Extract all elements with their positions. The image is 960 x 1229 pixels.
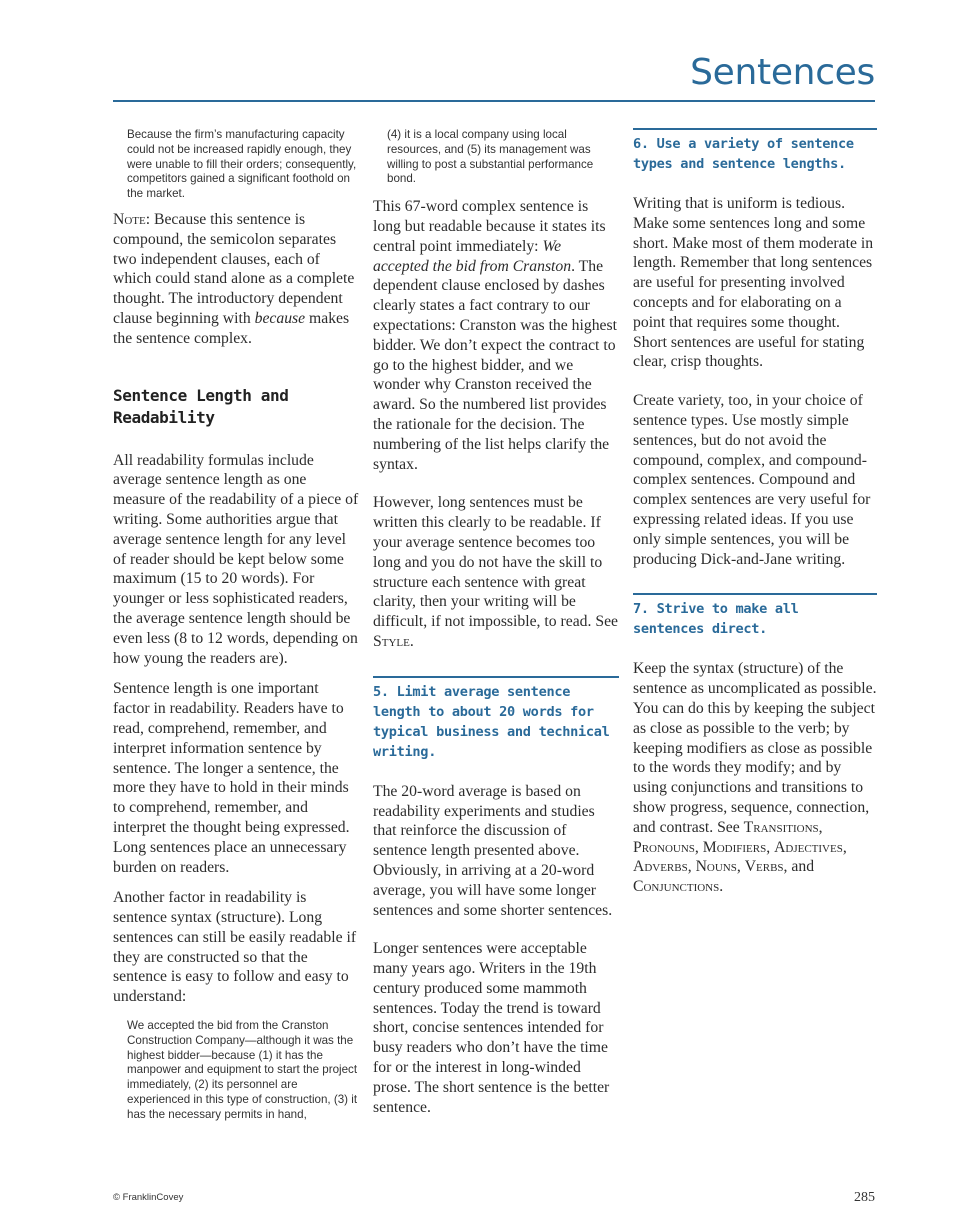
- column-1: [113, 128, 359, 1131]
- paragraph: Keep the syntax (structure) of the sentence as uncomplicated as possible. You can do this by keeping the subject as close as possible to the verb; by keeping modifiers as close as possible to the words they modify; and by using conjunctions and transitions to show progress, sequence, connection, and contrast. See Transitions, Pronouns, Modifiers, Adjectives, Adverbs, Nouns, Verbs, and Conjunctions.: [633, 660, 877, 896]
- rule-5: [373, 676, 619, 762]
- paragraph: Another factor in readability is sentence syntax (structure). Long sentences can still be easily readable if they are constructed so that the sentence is easy to follow and easy to understand:: [113, 889, 357, 1006]
- title-rule: [113, 100, 875, 102]
- note-label: Note: [113, 210, 146, 228]
- cross-reference: Adjectives: [774, 838, 843, 856]
- rule-heading: 5. Limit average sentence length to about 20 words for typical business and technical writing.: [373, 683, 610, 760]
- cross-reference: Transitions: [743, 818, 819, 836]
- cross-reference: Nouns: [695, 858, 737, 876]
- page-title: Sentences: [690, 52, 875, 93]
- paragraph: Create variety, too, in your choice of sentence types. Use mostly simple sentences, but do not avoid the compound, complex, and compound-complex sentences. Compound and complex sentences are very useful for expressing related ideas. If you use only simple sentences, you will be producing Dick-and-Jane writing.: [633, 392, 871, 568]
- text: .: [719, 878, 724, 896]
- note-emphasis: because: [254, 309, 306, 327]
- example-quote: We accepted the bid from the Cranston Construction Company—although it was the highest bidder—because (1) it has the manpower and equipment to start the project immediately, (2) its personnel are experienced in this type of construction, (3) it has the necessary permits in hand,: [127, 1019, 358, 1121]
- column-3: [633, 128, 877, 916]
- cross-reference: Pronouns: [633, 838, 695, 856]
- text: Keep the syntax (structure) of the sentence as uncomplicated as possible. You can do this by keeping the subject as close as possible to the verb; by keeping modifiers as close as possible to the words they modify; and by using conjunctions and transitions to show progress, sequence, connection, and contrast. See: [633, 660, 877, 836]
- paragraph: The 20-word average is based on readability experiments and studies that reinforce the discussion of sentence length presented above. Obviously, in arriving at a 20-word average, you will have some longer sentences and some shorter sentences.: [373, 782, 613, 919]
- paragraph: Longer sentences were acceptable many years ago. Writers in the 19th century produced some mammoth sentences. Today the trend is toward short, concise sentences intended for busy readers who don’t have the time for or the interest in long-winded prose. The short sentence is the better sentence.: [373, 940, 610, 1116]
- text: . The dependent clause enclosed by dashes clearly states a fact contrary to our expectations: Cranston was the highest bidder. We don’t expect the contract to go to the highest bidder, and we wonder why Cranston received the award. So the numbered list provides the rationale for the decision. The numbering of the list helps clarify the syntax.: [373, 257, 617, 473]
- column-2: [373, 128, 619, 1136]
- note-text-end: makes the sentence complex.: [113, 309, 350, 347]
- note-paragraph: [113, 210, 359, 349]
- rule-heading: 7. Strive to make all sentences direct.: [633, 601, 799, 638]
- paragraph: Sentence length is one important factor in readability. Readers have to read, comprehend, remember, and interpret information sentence by sentence. The longer a sentence, the more they have to hold in their minds to comprehend, remember, and interpret the thought being expressed. Long sentences place an unnecessary burden on readers.: [113, 680, 350, 876]
- cross-reference: Modifiers: [702, 838, 767, 856]
- text: However, long sentences must be written this clearly to be readable. If your average sentence becomes too long and you do not have the skill to structure each sentence with great clarity, then your writing will be difficult, if not impossible, to read. See: [373, 494, 619, 631]
- example-quote-continued: (4) it is a local company using local resources, and (5) its management was willing to post a substantial performance bond.: [387, 128, 594, 186]
- cross-reference: Style: [373, 632, 410, 650]
- rule-heading: 6. Use a variety of sentence types and sentence lengths.: [633, 136, 854, 172]
- paragraph: [373, 493, 619, 651]
- paragraph: Writing that is uniform is tedious. Make some sentences long and some short. Make most of them moderate in length. Remember that long sentences are useful for presenting involved concepts and for elaborating on a point that requires some thought. Short sentences are useful for stating clear, crisp thoughts.: [633, 195, 874, 371]
- paragraph: All readability formulas include average sentence length as one measure of the readability of a piece of writing. Some authorities argue that average sentence length for any level of reader should be kept below some maximum (15 to 20 words). For younger or less sophisticated readers, the average sentence length should be even less (8 to 12 words, depending on how young the readers are).: [113, 451, 359, 667]
- cross-reference: Adverbs: [633, 858, 688, 876]
- section-heading: Sentence Length and Readability: [113, 385, 289, 427]
- emphasis: We accepted the bid from Cranston: [373, 237, 572, 275]
- footer-copyright: © FranklinCovey: [113, 1192, 184, 1203]
- note-text: : Because this sentence is compound, the semicolon separates two independent clauses, each of which could stand alone as a complete thought. The introductory dependent clause beginning with: [113, 210, 355, 327]
- cross-reference: Conjunctions: [633, 878, 720, 896]
- text: This 67-word complex sentence is long but readable because it states its central point immediately:: [373, 198, 606, 255]
- paragraph: [373, 197, 619, 474]
- rule-7: [633, 593, 877, 639]
- cross-reference: Verbs: [744, 858, 784, 876]
- example-quote: Because the firm’s manufacturing capacity could not be increased rapidly enough, they were unable to fill their orders; consequently, competitors gained a significant foothold on the market.: [127, 128, 357, 201]
- rule-6: [633, 128, 877, 174]
- page-number: 285: [854, 1190, 875, 1205]
- text: .: [409, 632, 414, 650]
